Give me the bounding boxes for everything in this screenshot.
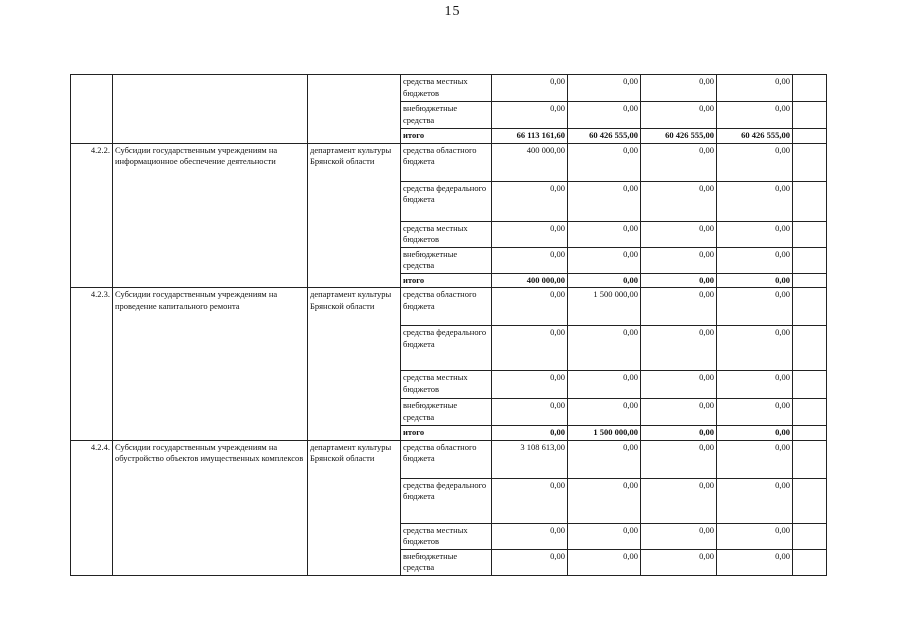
amount-year-4: 0,00 bbox=[717, 440, 793, 478]
amount-year-2: 0,00 bbox=[568, 221, 641, 247]
blank-cell bbox=[793, 549, 827, 575]
blank-cell bbox=[793, 399, 827, 426]
amount-year-1: 0,00 bbox=[492, 426, 568, 441]
funding-source: средства федерального бюджета bbox=[401, 478, 492, 523]
amount-year-3: 0,00 bbox=[641, 523, 717, 549]
item-executor: департамент культуры Брянской области bbox=[308, 288, 401, 441]
amount-year-1: 0,00 bbox=[492, 371, 568, 399]
amount-year-1: 0,00 bbox=[492, 288, 568, 326]
amount-year-4: 0,00 bbox=[717, 181, 793, 221]
item-code: 4.2.2. bbox=[71, 143, 113, 288]
blank-cell bbox=[793, 247, 827, 273]
amount-year-2: 0,00 bbox=[568, 478, 641, 523]
amount-year-4: 0,00 bbox=[717, 426, 793, 441]
amount-year-3: 0,00 bbox=[641, 326, 717, 371]
amount-year-3: 0,00 bbox=[641, 102, 717, 129]
amount-year-1: 0,00 bbox=[492, 326, 568, 371]
blank-cell bbox=[793, 75, 827, 102]
amount-year-2: 0,00 bbox=[568, 399, 641, 426]
table-row bbox=[71, 440, 827, 478]
amount-year-2: 1 500 000,00 bbox=[568, 426, 641, 441]
amount-year-3: 60 426 555,00 bbox=[641, 129, 717, 144]
funding-source: средства местных бюджетов bbox=[401, 523, 492, 549]
funding-source: внебюджетные средства bbox=[401, 399, 492, 426]
amount-year-4: 0,00 bbox=[717, 75, 793, 102]
item-code: 4.2.4. bbox=[71, 440, 113, 575]
total-label: итого bbox=[401, 273, 492, 288]
item-name: Субсидии государственным учреждениям на информационное обеспечение деятельности bbox=[113, 143, 308, 288]
amount-year-4: 0,00 bbox=[717, 399, 793, 426]
item-executor: департамент культуры Брянской области bbox=[308, 143, 401, 288]
amount-year-4: 0,00 bbox=[717, 288, 793, 326]
item-executor bbox=[308, 75, 401, 144]
funding-source: средства федерального бюджета bbox=[401, 326, 492, 371]
amount-year-2: 0,00 bbox=[568, 273, 641, 288]
blank-cell bbox=[793, 102, 827, 129]
item-executor: департамент культуры Брянской области bbox=[308, 440, 401, 575]
amount-year-3: 0,00 bbox=[641, 181, 717, 221]
amount-year-2: 60 426 555,00 bbox=[568, 129, 641, 144]
amount-year-2: 0,00 bbox=[568, 440, 641, 478]
table-body bbox=[71, 75, 827, 576]
amount-year-1: 0,00 bbox=[492, 181, 568, 221]
blank-cell bbox=[793, 440, 827, 478]
amount-year-3: 0,00 bbox=[641, 549, 717, 575]
amount-year-3: 0,00 bbox=[641, 273, 717, 288]
blank-cell bbox=[793, 273, 827, 288]
amount-year-1: 0,00 bbox=[492, 102, 568, 129]
amount-year-1: 3 108 613,00 bbox=[492, 440, 568, 478]
table-row bbox=[71, 288, 827, 326]
amount-year-3: 0,00 bbox=[641, 371, 717, 399]
budget-table bbox=[70, 74, 827, 576]
amount-year-2: 0,00 bbox=[568, 371, 641, 399]
amount-year-1: 0,00 bbox=[492, 75, 568, 102]
blank-cell bbox=[793, 181, 827, 221]
funding-source: средства областного бюджета bbox=[401, 143, 492, 181]
blank-cell bbox=[793, 221, 827, 247]
amount-year-2: 1 500 000,00 bbox=[568, 288, 641, 326]
amount-year-2: 0,00 bbox=[568, 549, 641, 575]
item-name: Субсидии государственным учреждениям на проведение капитального ремонта bbox=[113, 288, 308, 441]
blank-cell bbox=[793, 143, 827, 181]
blank-cell bbox=[793, 326, 827, 371]
blank-cell bbox=[793, 129, 827, 144]
amount-year-3: 0,00 bbox=[641, 247, 717, 273]
amount-year-4: 0,00 bbox=[717, 102, 793, 129]
amount-year-3: 0,00 bbox=[641, 399, 717, 426]
amount-year-4: 0,00 bbox=[717, 273, 793, 288]
amount-year-4: 0,00 bbox=[717, 549, 793, 575]
amount-year-2: 0,00 bbox=[568, 247, 641, 273]
amount-year-3: 0,00 bbox=[641, 75, 717, 102]
funding-source: средства местных бюджетов bbox=[401, 75, 492, 102]
amount-year-4: 0,00 bbox=[717, 247, 793, 273]
item-code: 4.2.3. bbox=[71, 288, 113, 441]
amount-year-4: 0,00 bbox=[717, 143, 793, 181]
amount-year-1: 400 000,00 bbox=[492, 273, 568, 288]
table-row bbox=[71, 143, 827, 181]
amount-year-4: 60 426 555,00 bbox=[717, 129, 793, 144]
amount-year-2: 0,00 bbox=[568, 75, 641, 102]
amount-year-4: 0,00 bbox=[717, 371, 793, 399]
funding-source: средства областного бюджета bbox=[401, 288, 492, 326]
amount-year-1: 0,00 bbox=[492, 221, 568, 247]
item-name bbox=[113, 75, 308, 144]
funding-source: внебюджетные средства bbox=[401, 549, 492, 575]
item-name: Субсидии государственным учреждениям на обустройство объектов имущественных комплексов bbox=[113, 440, 308, 575]
amount-year-1: 66 113 161,60 bbox=[492, 129, 568, 144]
amount-year-3: 0,00 bbox=[641, 440, 717, 478]
blank-cell bbox=[793, 426, 827, 441]
amount-year-3: 0,00 bbox=[641, 288, 717, 326]
amount-year-1: 400 000,00 bbox=[492, 143, 568, 181]
funding-source: внебюджетные средства bbox=[401, 247, 492, 273]
page-number: 15 bbox=[444, 4, 461, 19]
item-code bbox=[71, 75, 113, 144]
funding-source: внебюджетные средства bbox=[401, 102, 492, 129]
total-label: итого bbox=[401, 129, 492, 144]
blank-cell bbox=[793, 371, 827, 399]
amount-year-1: 0,00 bbox=[492, 478, 568, 523]
amount-year-2: 0,00 bbox=[568, 326, 641, 371]
amount-year-3: 0,00 bbox=[641, 426, 717, 441]
amount-year-3: 0,00 bbox=[641, 221, 717, 247]
amount-year-1: 0,00 bbox=[492, 247, 568, 273]
blank-cell bbox=[793, 523, 827, 549]
amount-year-1: 0,00 bbox=[492, 399, 568, 426]
amount-year-4: 0,00 bbox=[717, 523, 793, 549]
amount-year-4: 0,00 bbox=[717, 326, 793, 371]
funding-source: средства местных бюджетов bbox=[401, 221, 492, 247]
amount-year-3: 0,00 bbox=[641, 143, 717, 181]
blank-cell bbox=[793, 478, 827, 523]
amount-year-2: 0,00 bbox=[568, 143, 641, 181]
amount-year-1: 0,00 bbox=[492, 523, 568, 549]
funding-source: средства областного бюджета bbox=[401, 440, 492, 478]
amount-year-4: 0,00 bbox=[717, 221, 793, 247]
amount-year-2: 0,00 bbox=[568, 102, 641, 129]
funding-source: средства местных бюджетов bbox=[401, 371, 492, 399]
blank-cell bbox=[793, 288, 827, 326]
table-row bbox=[71, 75, 827, 102]
total-label: итого bbox=[401, 426, 492, 441]
amount-year-3: 0,00 bbox=[641, 478, 717, 523]
amount-year-2: 0,00 bbox=[568, 181, 641, 221]
funding-source: средства федерального бюджета bbox=[401, 181, 492, 221]
amount-year-1: 0,00 bbox=[492, 549, 568, 575]
amount-year-4: 0,00 bbox=[717, 478, 793, 523]
amount-year-2: 0,00 bbox=[568, 523, 641, 549]
